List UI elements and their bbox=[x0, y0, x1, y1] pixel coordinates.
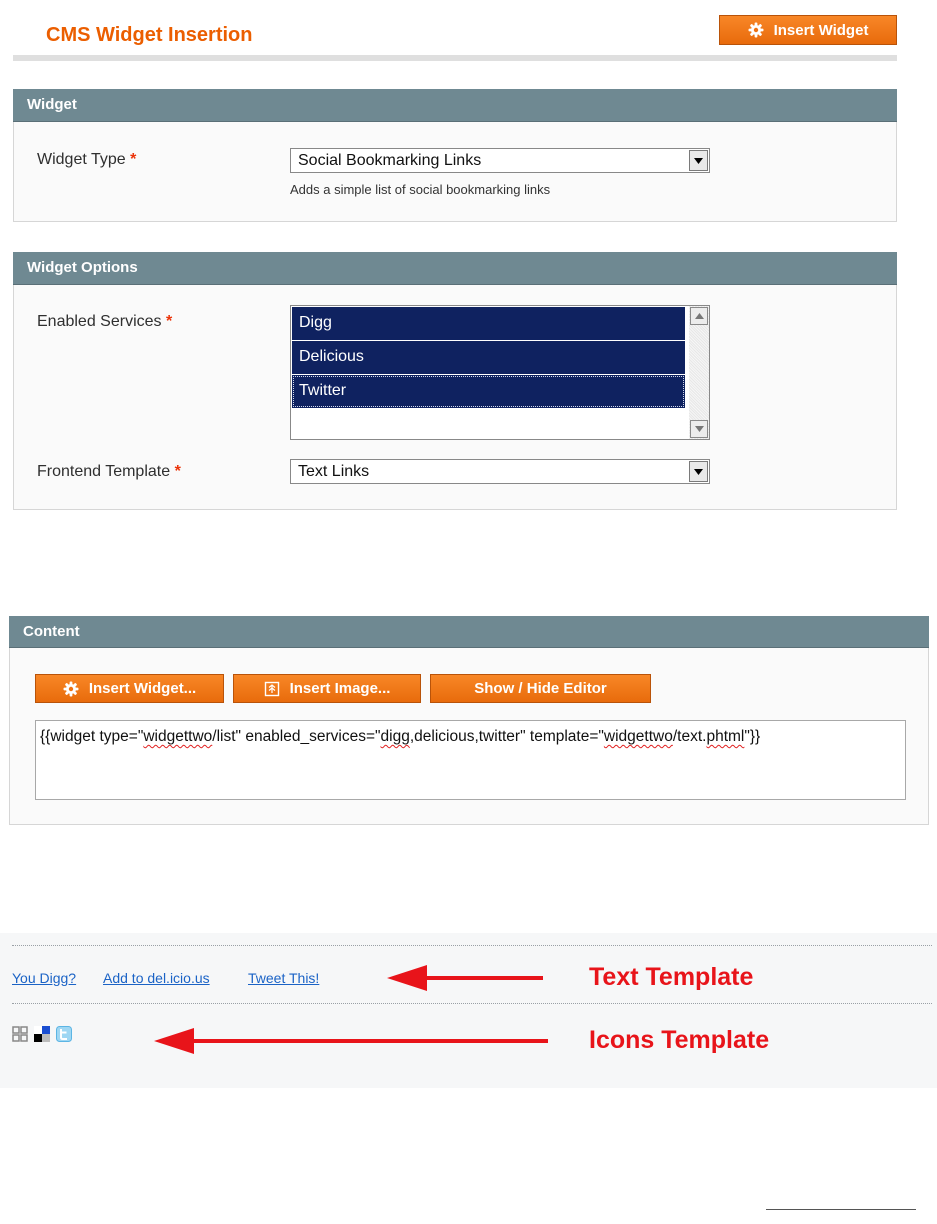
content-section-header bbox=[9, 616, 929, 648]
service-option-digg[interactable]: Digg bbox=[292, 307, 685, 340]
content-editor-textarea[interactable]: {{widget type="widgettwo/list" enabled_services="digg,delicious,twitter" template="widgettwo/text.phtml"}} bbox=[35, 720, 906, 800]
dotted-divider bbox=[12, 945, 932, 946]
frontend-template-value: Text Links bbox=[298, 463, 370, 480]
text-template-annotation: Text Template bbox=[589, 963, 754, 991]
arrow-left-icon bbox=[152, 1026, 550, 1056]
digg-icon[interactable] bbox=[12, 1026, 28, 1047]
dotted-divider bbox=[12, 1003, 932, 1004]
frontend-preview bbox=[0, 933, 937, 1088]
title-divider bbox=[13, 55, 897, 61]
icons-template-annotation: Icons Template bbox=[589, 1026, 770, 1054]
required-mark: * bbox=[165, 313, 173, 330]
required-mark: * bbox=[130, 151, 137, 168]
widget-section-header bbox=[13, 89, 897, 122]
chevron-down-icon[interactable] bbox=[689, 150, 708, 171]
page-title: CMS Widget Insertion bbox=[46, 24, 253, 46]
multiselect-scrollbar[interactable] bbox=[689, 306, 709, 439]
frontend-template-label: Frontend Template * bbox=[37, 463, 181, 480]
delicious-link[interactable]: Add to del.icio.us bbox=[103, 970, 210, 986]
service-option-delicious[interactable]: Delicious bbox=[292, 341, 685, 374]
widget-type-note: Adds a simple list of social bookmarking links bbox=[290, 182, 551, 197]
footer-line bbox=[766, 1209, 916, 1210]
insert-image-button[interactable] bbox=[233, 674, 421, 703]
enabled-services-multiselect[interactable] bbox=[290, 305, 710, 440]
arrow-left-icon bbox=[385, 963, 545, 993]
delicious-icon[interactable] bbox=[34, 1026, 50, 1047]
scroll-up-icon[interactable] bbox=[690, 307, 708, 325]
enabled-services-label: Enabled Services * bbox=[37, 313, 173, 330]
insert-widget-label: Insert Widget bbox=[773, 21, 869, 39]
show-hide-editor-label: Show / Hide Editor bbox=[474, 680, 607, 697]
image-icon bbox=[264, 681, 280, 697]
frontend-template-select[interactable] bbox=[290, 459, 710, 484]
widget-section-title: Widget bbox=[27, 96, 77, 113]
tweet-this-link[interactable]: Tweet This! bbox=[248, 970, 320, 986]
twitter-icon[interactable] bbox=[56, 1026, 72, 1047]
gear-icon bbox=[63, 681, 79, 697]
content-section-title: Content bbox=[23, 623, 80, 640]
required-mark: * bbox=[174, 463, 181, 480]
widget-type-label: Widget Type * bbox=[37, 151, 137, 168]
gear-icon bbox=[748, 22, 764, 38]
chevron-down-icon[interactable] bbox=[689, 461, 708, 482]
widget-type-value: Social Bookmarking Links bbox=[298, 152, 482, 169]
show-hide-editor-button[interactable] bbox=[430, 674, 651, 703]
widget-type-select[interactable] bbox=[290, 148, 710, 173]
service-option-twitter[interactable]: Twitter bbox=[292, 375, 685, 408]
insert-widget-button[interactable] bbox=[719, 15, 897, 45]
widget-options-header bbox=[13, 252, 897, 285]
you-digg-link[interactable]: You Digg? bbox=[12, 970, 77, 986]
scroll-down-icon[interactable] bbox=[690, 420, 708, 438]
insert-image-label: Insert Image... bbox=[289, 680, 391, 697]
content-insert-widget-button[interactable] bbox=[35, 674, 224, 703]
widget-options-title: Widget Options bbox=[27, 259, 138, 276]
content-insert-widget-label: Insert Widget... bbox=[88, 680, 197, 697]
